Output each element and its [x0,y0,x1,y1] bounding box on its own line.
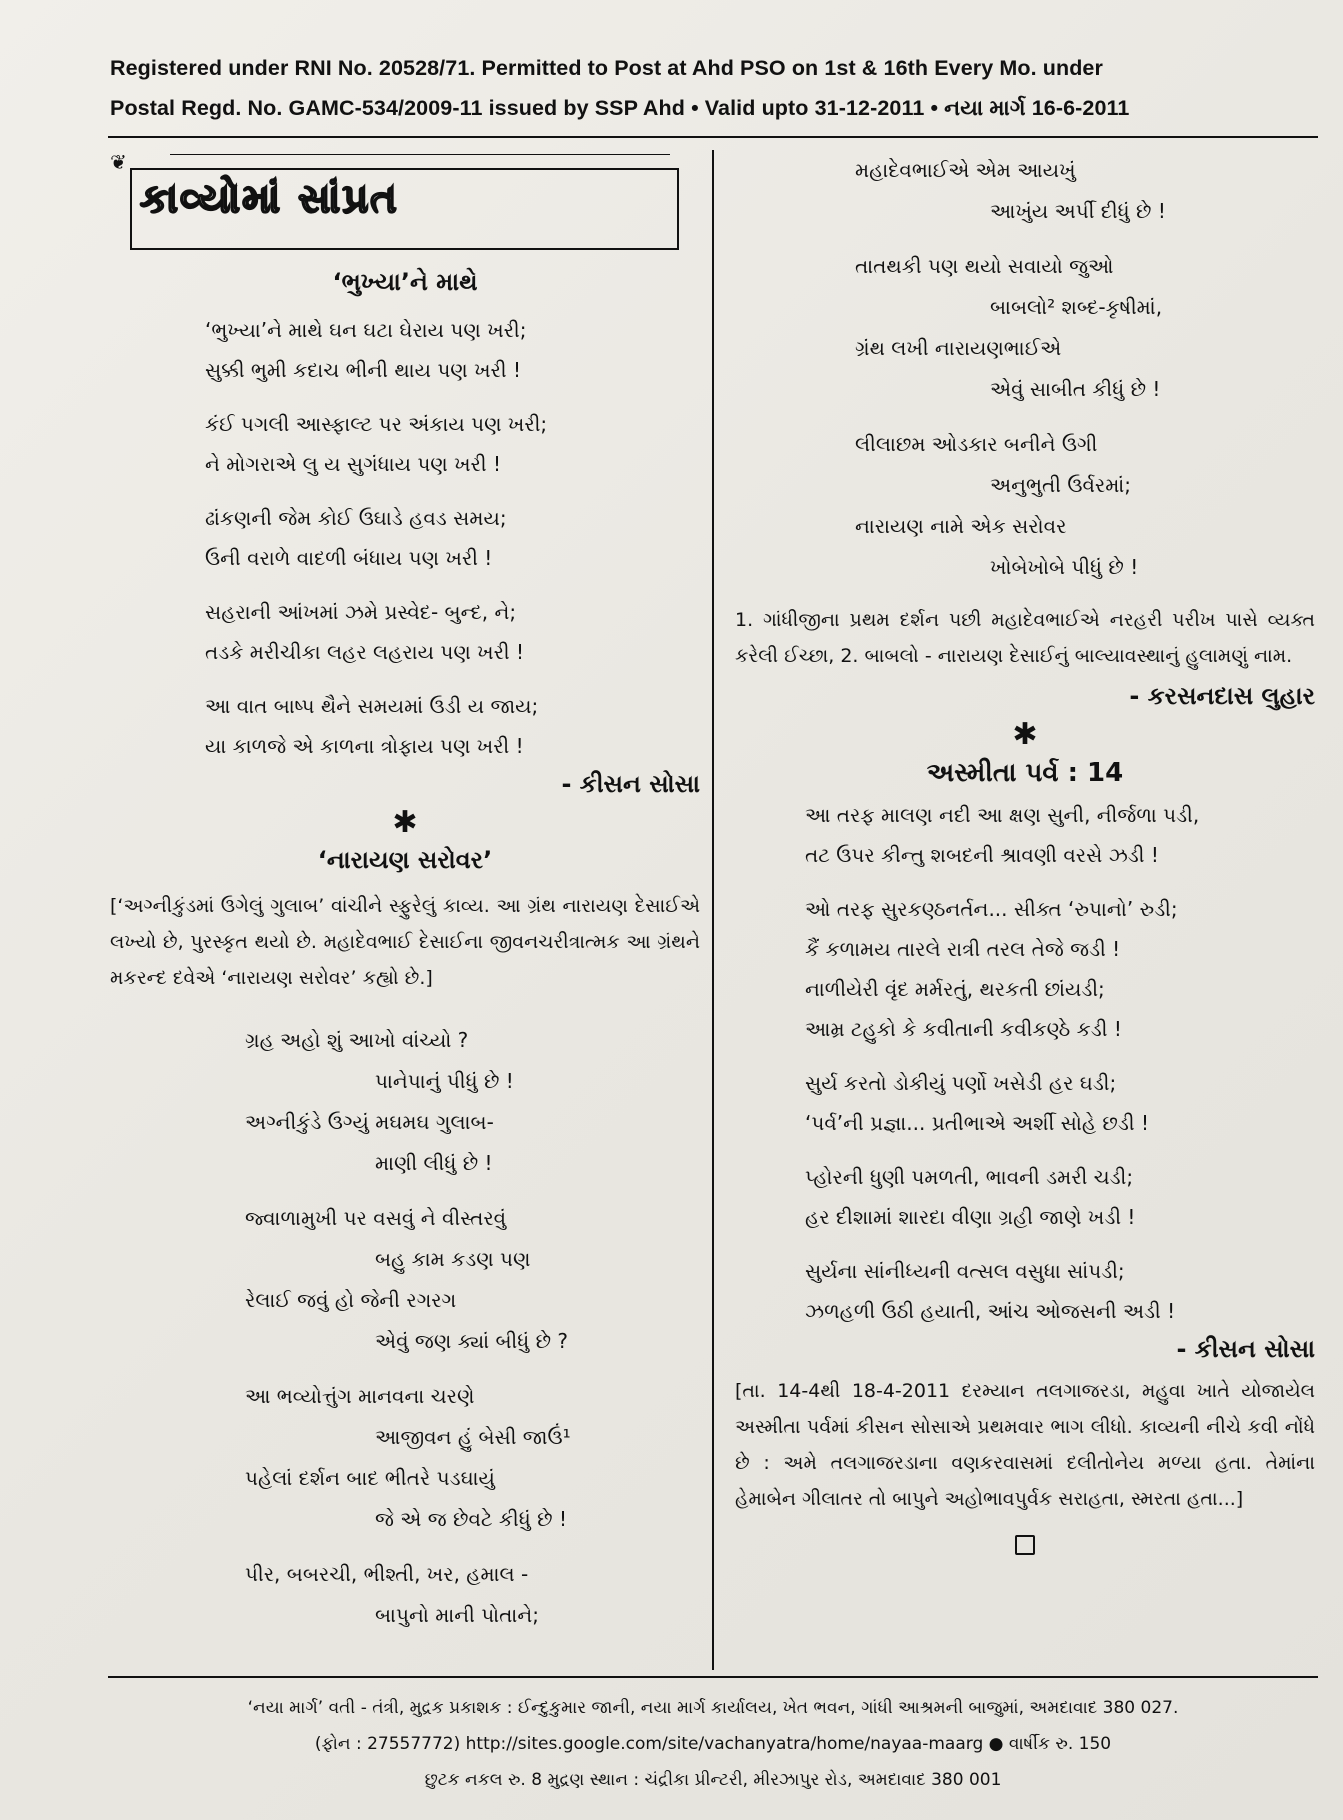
poem-line: નારાયણ નામે એક સરોવર [855,514,1067,538]
section-logo [110,150,670,250]
poem-line: તટ ઉપર કીન્તુ શબદની શ્રાવણી વરસે ઝડી ! [805,843,1159,867]
poem1-body [110,310,700,766]
poem-line: ઝળહળી ઉઠી હયાતી, આંચ ઓજસની અડી ! [805,1299,1176,1323]
poem-line: નાળીયેરી વૃંદ મર્મરતું, થરકતી છાંયડી; [805,977,1105,1001]
poem-line: બાબલો² શબ્દ-કૃષીમાં, [990,295,1163,319]
poem-line: માણી લીધું છે ! [375,1151,493,1175]
poem-line: ખોબેખોબે પીધું છે ! [990,555,1139,579]
logo-text: કાવ્યોમાં સાંપ્રત [140,176,399,222]
poem2-body-right [735,150,1315,588]
footer-line-3: છુટક નકલ રુ. 8 મુદ્રણ સ્થાન : ચંદ્રીકા પ્રીન્ટરી, મીરઝાપુર રોડ, અમદાવાદ 380 001 [424,1770,1002,1790]
poem3-author: - કીસન સોસા [1176,1335,1315,1363]
poem3-title: અસ્મીતા પર્વ : 14 [926,758,1124,788]
poem-line: કૈં કળામય તારલે રાત્રી તરલ તેજે જડી ! [805,937,1121,961]
poem-line: લીલાછમ ઓડકાર બનીને ઉગી [855,432,1098,456]
poem-line: ઢાંકણની જેમ કોઈ ઉઘાડે હવડ સમય; [205,506,507,530]
poem-line: સુર્યના સાંનીધ્યની વત્સલ વસુધા સાંપડી; [805,1259,1125,1283]
poem-line: ‘ભુખ્યા’ને માથે ઘન ઘટા ઘેરાય પણ ખરી; [205,318,527,342]
poem-line: પ્હોરની ધુણી પમળતી, ભાવની ડમરી ચડી; [805,1165,1134,1189]
header-line-1: Registered under RNI No. 20528/71. Permitted to Post at Ahd PSO on 1st & 16th Every Mo. under [110,56,1103,80]
poem-line: આ ભવ્યોત્તુંગ માનવના ચરણે [245,1384,475,1408]
footer [108,1690,1318,1798]
poem-line: ઉની વરાળે વાદળી બંધાય પણ ખરી ! [205,546,493,570]
poem-line: એવું જણ ક્યાં બીધું છે ? [375,1329,569,1353]
poem-line: જે એ જ છેવટે કીધું છે ! [375,1507,567,1531]
poem-line: આખુંય અર્પી દીધું છે ! [990,199,1166,223]
header-divider [108,136,1318,138]
poem-line: આ વાત બાષ્પ થૈને સમયમાં ઉડી ય જાય; [205,694,539,718]
poem2-title: ‘નારાયણ સરોવર’ [317,846,493,874]
poem-line: સુક્કી ભુમી કદાચ ભીની થાય પણ ખરી ! [205,358,521,382]
poem2-body-left [110,1020,700,1636]
poem-line: ગ્રહ અહો શું આખો વાંચ્યો ? [245,1028,469,1052]
poem3-body [735,795,1315,1331]
right-column [735,150,1315,1559]
poem-line: પાનેપાનું પીધું છે ! [375,1069,514,1093]
poem1-author: - કીસન સોસા [561,770,700,798]
poem-line: આ તરફ માલણ નદી આ ક્ષણ સુની, નીર્જળા પડી, [805,803,1200,827]
registration-header [110,48,1315,128]
poem2-intro: [‘અગ્નીકુંડમાં ઉગેલું ગુલાબ’ વાંચીને સ્ફુરેલું કાવ્ય. આ ગ્રંથ નારાયણ દેસાઈએ લખ્યો છે, પુરસ્કૃત થયો છે. મહાદેવભાઈ દેસાઈના જીવનચરીત્રાત્મક આ ગ્રંથને મકરન્દ દવેએ ‘નારાયણ સરોવર’ કહ્યો છે.] [110,895,700,989]
poem-line: રેલાઈ જવું હો જેની રગરગ [245,1288,457,1312]
poem-line: ‘પર્વ’ની પ્રજ્ઞા... પ્રતીભાએ અર્શી સોહે છડી ! [805,1111,1149,1135]
poem-line: પીર, બબરચી, ભીશ્તી, ખર, હમાલ - [245,1562,529,1586]
header-line-2: Postal Regd. No. GAMC-534/2009-11 issued by SSP Ahd • Valid upto 31-12-2011 • નયા માર્ગ 16-6-2011 [110,96,1130,120]
column-divider [712,150,714,1670]
poem-line: તડકે મરીચીકા લહર લહરાય પણ ખરી ! [205,640,525,664]
poem-line: સહરાની આંખમાં ઝમે પ્રસ્વેદ- બુન્દ, ને; [205,600,517,624]
poem-line: અગ્નીકુંડે ઉગ્યું મઘમઘ ગુલાબ- [245,1110,494,1134]
poem2-author: - કરસનદાસ લુહાર [1129,682,1315,710]
poem-line: ને મોગરાએ લુ ય સુગંધાય પણ ખરી ! [205,452,501,476]
poem-line: આજીવન હું બેસી જાઉં¹ [375,1425,571,1449]
poem1-title: ‘ભુખ્યા’ને માથે [332,268,478,296]
star-separator-icon: ✱ [392,805,418,840]
poem-line: કંઈ પગલી આસ્ફાલ્ટ પર અંકાય પણ ખરી; [205,412,548,436]
poem-line: બાપુનો માની પોતાને; [375,1603,539,1627]
star-separator-icon: ✱ [1012,717,1038,752]
poem-line: મહાદેવભાઈએ એમ આયખું [855,158,1076,182]
logo-rule [170,154,670,155]
footer-line-1: ‘નયા માર્ગ’ વતી - તંત્રી, મુદ્રક પ્રકાશક : ઈન્દુકુમાર જાની, નયા માર્ગ કાર્યાલય, ખેત ભવન, ગાંધી આશ્રમની બાજુમાં, અમદાવાદ 380 027. [247,1698,1179,1718]
poem-line: ઓ તરફ સુરકણ્ઠનર્તન... સીક્ત ‘રુપાનો’ રુડી; [805,897,1178,921]
poem-line: આમ્ર ટહુકો કે કવીતાની કવીકણ્ઠે કડી ! [805,1017,1122,1041]
poem2-footnote: 1. ગાંધીજીના પ્રથમ દર્શન પછી મહાદેવભાઈએ નરહરી પરીખ પાસે વ્યક્ત કરેલી ઈચ્છા, 2. બાબલો - નારાયણ દેસાઈનું બાલ્યાવસ્થાનું હુલામણું નામ. [735,609,1315,667]
poem-line: પહેલાં દર્શન બાદ ભીતરે પડઘાયું [245,1466,495,1490]
poem-line: યા કાળજે એ કાળના ત્રોફાય પણ ખરી ! [205,734,524,758]
poem-line: બહુ કામ કડણ પણ [375,1247,531,1271]
end-mark-icon [1015,1535,1035,1555]
poem-line: હર દીશામાં શારદા વીણા ગ્રહી જાણે ખડી ! [805,1205,1136,1229]
poem-line: સુર્ય કરતો ડોકીયું પર્ણો ખસેડી હર ઘડી; [805,1071,1117,1095]
poem-line: જ્વાળામુખી પર વસવું ને વીસ્તરવું [245,1206,507,1230]
poem-line: અનુભુતી ઉર્વરમાં; [990,473,1132,497]
footer-divider [108,1676,1318,1678]
left-column [110,150,700,1650]
poem-line: તાતથકી પણ થયો સવાયો જુઓ [855,254,1114,278]
ornament-icon: ❦ [110,150,127,174]
poem-line: ગ્રંથ લખી નારાયણભાઈએ [855,336,1062,360]
poem3-note: [તા. 14-4થી 18-4-2011 દરમ્યાન તલગાજરડા, મહુવા ખાતે યોજાયેલ અસ્મીતા પર્વમાં કીસન સોસાએ પ્રથમવાર ભાગ લીધો. કાવ્યની નીચે કવી નોંધે છે : અમે તલગાજરડાના વણકરવાસમાં દલીતોનેય મળ્યા હતા. તેમાંના હેમાબેન ગીલાતર તો બાપુને અહોભાવપુર્વક સરાહતા, સ્મરતા હતા...] [735,1380,1315,1510]
footer-line-2: (ફોન : 27557772) http://sites.google.com/site/vachanyatra/home/nayaa-maarg ● વાર્ષીક રુ. 150 [314,1734,1112,1754]
poem-line: એવું સાબીત કીધું છે ! [990,377,1161,401]
